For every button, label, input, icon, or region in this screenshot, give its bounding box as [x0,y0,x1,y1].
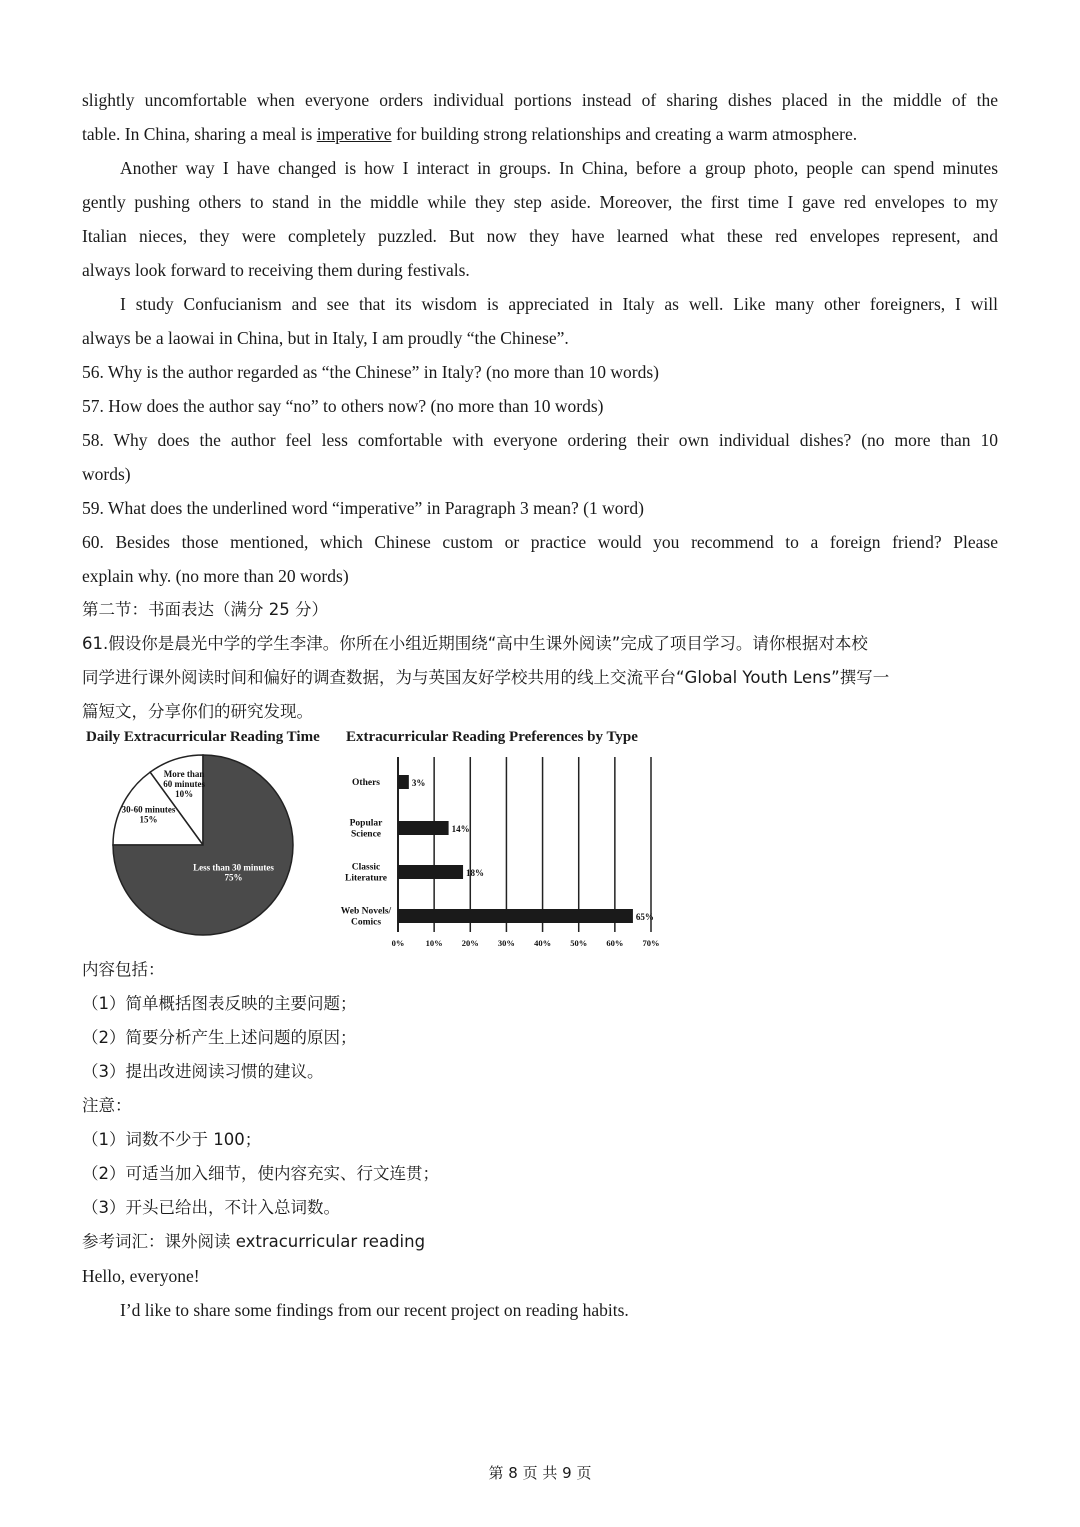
y-category-label: Others [352,778,380,788]
bar-chart [330,752,675,957]
content-item: （2）简要分析产生上述问题的原因； [82,1028,357,1047]
content-label: 内容包括： [82,960,165,979]
pie-value-label: 75% [224,872,243,883]
bar [398,909,633,923]
question-60: 60. Besides those mentioned, which Chinese custom or practice would you recommend to a foreign friend? Please [82,532,998,552]
question-59: 59. What does the underlined word “imperative” in Paragraph 3 mean? (1 word) [82,498,644,518]
x-tick-label: 10% [425,938,443,948]
passage-line: slightly uncomfortable when everyone orders individual portions instead of sharing dishes placed in the middle of the [82,90,998,110]
note-item: （1）词数不少于 100； [82,1130,262,1149]
question-61-cont: 同学进行课外阅读时间和偏好的调查数据，为与英国友好学校共用的线上交流平台“Global Youth Lens”撰写一 [82,668,890,687]
x-tick-label: 40% [534,938,552,948]
section-title: 第二节：书面表达（满分 25 分） [82,600,328,619]
passage-line: table. In China, sharing a meal is imperative for building strong relationships and creating a warm atmosphere. [82,124,858,144]
pie-slice-label: More than [163,768,205,779]
bar-value-label: 65% [635,912,654,922]
y-category-label: Comics [350,917,382,928]
x-tick-label: 60% [606,938,624,948]
bar-value-label: 3% [411,778,426,788]
page-footer: 第 8 页 共 9 页 [488,1464,592,1482]
passage-line: Another way I have changed is how I interact in groups. In China, before a group photo, people can spend minutes [120,158,998,178]
note-label: 注意： [82,1096,132,1115]
pie-slice-label: 30-60 minutes [121,804,176,815]
passage-line: always be a laowai in China, but in Italy, I am proudly “the Chinese”. [82,328,569,348]
question-58-cont: words) [82,464,131,484]
pie-slice-label: 60 minutes [163,778,205,789]
y-category-label: Classic [351,862,381,873]
question-58: 58. Why does the author feel less comfortable with everyone ordering their own individual dishes? (no more than 10 [82,430,998,450]
question-57: 57. How does the author say “no” to others now? (no more than 10 words) [82,396,604,416]
passage-line: I study Confucianism and see that its wisdom is appreciated in Italy as well. Like many other foreigners, I will [120,294,998,314]
pie-slice-label: Less than 30 minutes [193,862,274,873]
question-56: 56. Why is the author regarded as “the Chinese” in Italy? (no more than 10 words) [82,362,660,382]
bar-chart-title: Extracurricular Reading Preferences by Type [346,729,638,745]
x-tick-label: 30% [497,938,515,948]
y-category-label: Popular [349,818,383,829]
note-item: （3）开头已给出，不计入总词数。 [82,1198,340,1217]
question-60-cont: explain why. (no more than 20 words) [82,566,349,586]
underlined-word: imperative [316,124,392,144]
bar [398,865,463,879]
y-category-label: Literature [344,873,388,884]
question-61-cont: 篇短文，分享你们的研究发现。 [82,702,313,721]
question-61: 61.假设你是晨光中学的学生李津。你所在小组近期围绕“高中生课外阅读”完成了项目学习。请你根据对本校 [82,634,868,653]
x-tick-label: 0% [391,938,405,948]
passage-line: always look forward to receiving them during festivals. [82,260,470,280]
vocab-hint: 参考词汇：课外阅读 extracurricular reading [82,1232,426,1251]
x-tick-label: 70% [642,938,660,948]
note-item: （2）可适当加入细节，使内容充实、行文连贯； [82,1164,439,1183]
bar [398,821,449,835]
bar-value-label: 18% [466,868,485,878]
y-category-label: Web Novels/ [340,906,392,917]
content-item: （3）提出改进阅读习惯的建议。 [82,1062,324,1081]
passage-line: gently pushing others to stand in the middle while they step aside. Moreover, the first time I gave red envelopes to my [82,192,998,212]
passage-line: Italian nieces, they were completely puzzled. But now they have learned what these red envelopes represent, and [82,226,998,246]
pie-chart [100,752,310,947]
y-category-label: Science [350,829,382,840]
bar-value-label: 14% [451,824,470,834]
pie-chart-title: Daily Extracurricular Reading Time [86,729,320,745]
essay-opening: I’d like to share some findings from our recent project on reading habits. [120,1300,629,1320]
x-tick-label: 50% [570,938,588,948]
content-item: （1）简单概括图表反映的主要问题； [82,994,357,1013]
x-tick-label: 20% [461,938,479,948]
bar [398,775,409,789]
pie-value-label: 10% [175,788,194,799]
essay-greeting: Hello, everyone! [82,1266,200,1286]
pie-value-label: 15% [139,814,158,825]
